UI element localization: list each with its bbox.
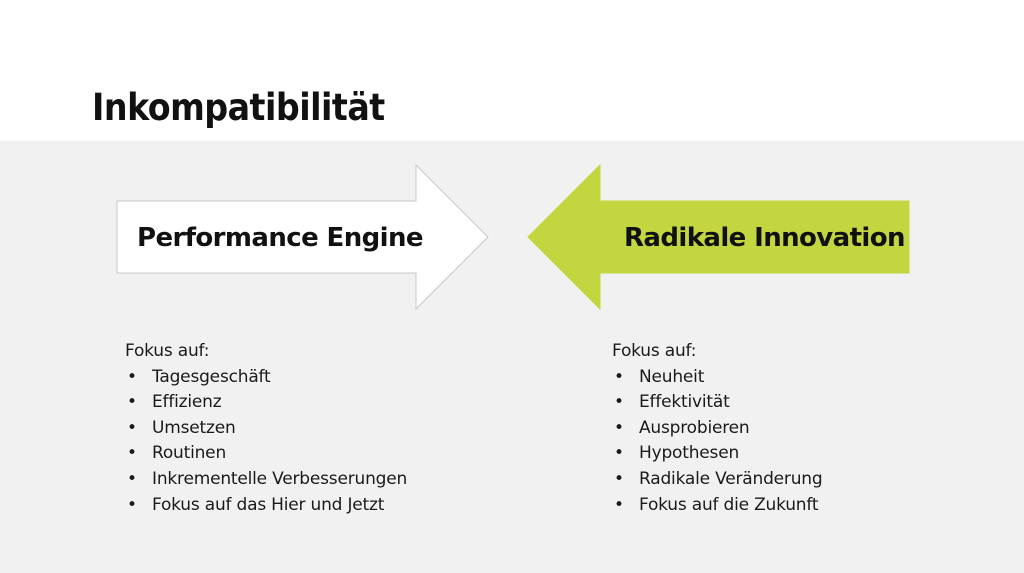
slide-title: Inkompatibilität: [92, 86, 385, 129]
radikale-innovation-label: Radikale Innovation: [624, 223, 905, 253]
list-item: • Hypothesen: [612, 441, 822, 467]
bullet-icon: •: [127, 392, 137, 413]
list-item: • Neuheit: [612, 365, 822, 391]
list-item: • Routinen: [125, 441, 407, 467]
list-item: • Fokus auf die Zukunft: [612, 493, 822, 519]
list-item: • Ausprobieren: [612, 416, 822, 442]
list-item: • Tagesgeschäft: [125, 365, 407, 391]
list-item: • Effektivität: [612, 390, 822, 416]
bullet-icon: •: [614, 443, 624, 464]
list-item: • Umsetzen: [125, 416, 407, 442]
bullet-icon: •: [127, 468, 137, 489]
radikale-innovation-focus: [612, 339, 822, 518]
performance-engine-focus: [125, 339, 407, 518]
bullet-icon: •: [127, 417, 137, 438]
focus-heading: Fokus auf:: [125, 341, 210, 361]
performance-engine-label: Performance Engine: [137, 223, 423, 253]
bullet-icon: •: [614, 366, 624, 387]
list-item: • Effizienz: [125, 390, 407, 416]
focus-heading: Fokus auf:: [612, 341, 697, 361]
list-item: • Radikale Veränderung: [612, 467, 822, 493]
bullet-icon: •: [614, 417, 624, 438]
bullet-icon: •: [614, 494, 624, 515]
bullet-icon: •: [127, 366, 137, 387]
list-item: • Inkrementelle Verbesserungen: [125, 467, 407, 493]
bullet-icon: •: [127, 494, 137, 515]
bullet-icon: •: [614, 468, 624, 489]
bullet-icon: •: [127, 443, 137, 464]
list-item: • Fokus auf das Hier und Jetzt: [125, 493, 407, 519]
focus-list: [125, 365, 407, 519]
bullet-icon: •: [614, 392, 624, 413]
focus-list: [612, 365, 822, 519]
